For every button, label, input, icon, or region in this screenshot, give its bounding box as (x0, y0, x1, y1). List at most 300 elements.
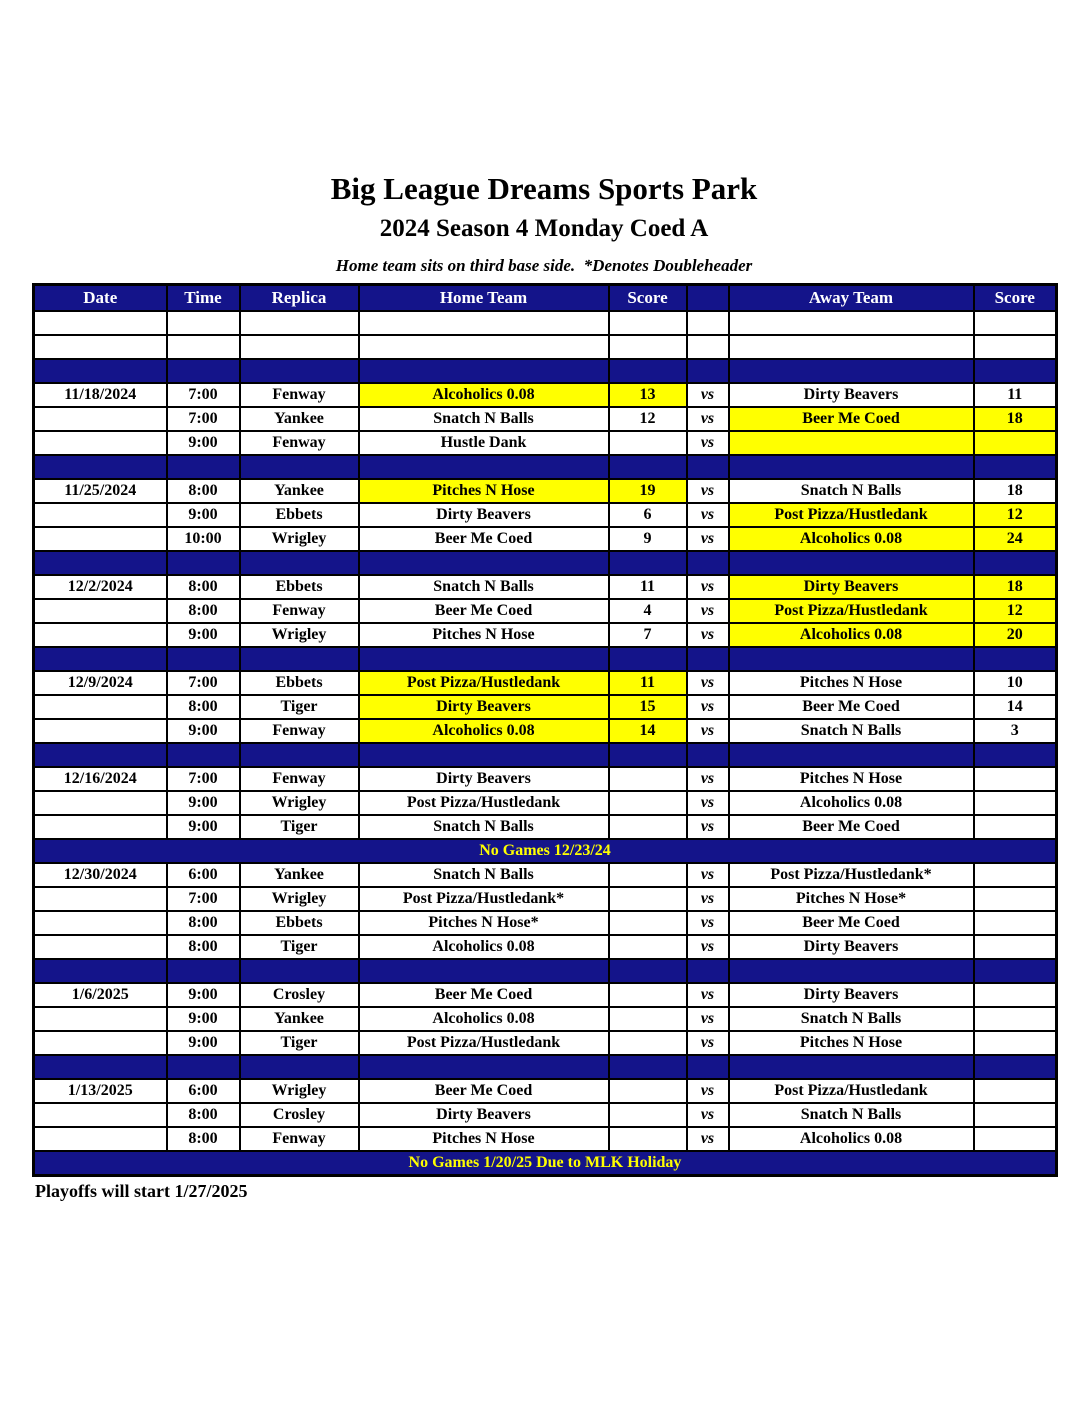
time-cell: 9:00 (167, 623, 240, 647)
game-row (34, 407, 1057, 431)
home-team-cell: Dirty Beavers (359, 695, 609, 719)
time-cell: 6:00 (167, 1079, 240, 1103)
game-row (34, 719, 1057, 743)
schedule-table-body (34, 311, 1057, 1176)
separator-cell (729, 359, 974, 383)
away-score-cell (974, 815, 1057, 839)
away-team-cell: Beer Me Coed (729, 911, 974, 935)
home-team-cell: Post Pizza/Hustledank (359, 791, 609, 815)
home-team-cell: Alcoholics 0.08 (359, 935, 609, 959)
empty-cell (167, 335, 240, 359)
time-cell: 9:00 (167, 983, 240, 1007)
replica-cell: Fenway (240, 599, 359, 623)
vs-cell: vs (687, 767, 729, 791)
home-score-cell (609, 983, 687, 1007)
home-score-cell (609, 935, 687, 959)
away-score-cell: 10 (974, 671, 1057, 695)
separator-cell (167, 551, 240, 575)
separator-cell (240, 647, 359, 671)
separator-cell (359, 359, 609, 383)
home-score-cell: 13 (609, 383, 687, 407)
time-cell: 8:00 (167, 911, 240, 935)
date-cell (34, 527, 167, 551)
separator-cell (34, 647, 167, 671)
separator-cell (974, 959, 1057, 983)
empty-cell (609, 311, 687, 335)
column-header-time: Time (167, 285, 240, 312)
home-score-cell: 11 (609, 575, 687, 599)
separator-cell (974, 455, 1057, 479)
separator-cell (609, 359, 687, 383)
date-cell (34, 815, 167, 839)
notice-cell: No Games 1/20/25 Due to MLK Holiday (34, 1151, 1057, 1176)
away-team-cell (729, 431, 974, 455)
date-cell: 1/13/2025 (34, 1079, 167, 1103)
date-cell (34, 503, 167, 527)
separator-cell (34, 1055, 167, 1079)
date-cell: 12/30/2024 (34, 863, 167, 887)
game-row (34, 1127, 1057, 1151)
vs-cell: vs (687, 935, 729, 959)
time-cell: 8:00 (167, 1127, 240, 1151)
separator-row (34, 959, 1057, 983)
home-score-cell (609, 887, 687, 911)
replica-cell: Fenway (240, 719, 359, 743)
game-row (34, 527, 1057, 551)
separator-row (34, 359, 1057, 383)
replica-cell: Crosley (240, 983, 359, 1007)
separator-cell (609, 551, 687, 575)
vs-cell: vs (687, 407, 729, 431)
away-team-cell: Pitches N Hose (729, 1031, 974, 1055)
vs-cell: vs (687, 599, 729, 623)
empty-cell (359, 311, 609, 335)
game-row (34, 791, 1057, 815)
home-team-cell: Post Pizza/Hustledank (359, 671, 609, 695)
date-cell: 12/9/2024 (34, 671, 167, 695)
home-score-cell (609, 1031, 687, 1055)
home-score-cell (609, 815, 687, 839)
separator-cell (240, 455, 359, 479)
vs-cell: vs (687, 1103, 729, 1127)
away-score-cell (974, 1127, 1057, 1151)
time-cell: 7:00 (167, 767, 240, 791)
replica-cell: Ebbets (240, 575, 359, 599)
home-score-cell: 15 (609, 695, 687, 719)
away-score-cell (974, 1079, 1057, 1103)
date-cell (34, 695, 167, 719)
column-header-home-team: Home Team (359, 285, 609, 312)
home-team-cell: Snatch N Balls (359, 575, 609, 599)
time-cell: 9:00 (167, 1007, 240, 1031)
away-score-cell: 20 (974, 623, 1057, 647)
home-score-cell: 19 (609, 479, 687, 503)
away-team-cell: Alcoholics 0.08 (729, 623, 974, 647)
notice-cell: No Games 12/23/24 (34, 839, 1057, 863)
separator-cell (167, 959, 240, 983)
date-cell (34, 791, 167, 815)
separator-cell (34, 455, 167, 479)
time-cell: 8:00 (167, 575, 240, 599)
game-row (34, 503, 1057, 527)
vs-cell: vs (687, 1007, 729, 1031)
replica-cell: Ebbets (240, 503, 359, 527)
home-score-cell: 11 (609, 671, 687, 695)
home-team-cell: Pitches N Hose* (359, 911, 609, 935)
home-team-cell: Alcoholics 0.08 (359, 719, 609, 743)
home-team-cell: Dirty Beavers (359, 767, 609, 791)
replica-cell: Yankee (240, 407, 359, 431)
separator-cell (34, 959, 167, 983)
game-row (34, 599, 1057, 623)
vs-cell: vs (687, 791, 729, 815)
replica-cell: Wrigley (240, 527, 359, 551)
notice-row (34, 1151, 1057, 1176)
page-subtitle: 2024 Season 4 Monday Coed A (379, 215, 709, 243)
vs-cell: vs (687, 887, 729, 911)
date-cell (34, 623, 167, 647)
empty-row (34, 335, 1057, 359)
replica-cell: Tiger (240, 695, 359, 719)
replica-cell: Wrigley (240, 623, 359, 647)
home-team-cell: Beer Me Coed (359, 599, 609, 623)
replica-cell: Fenway (240, 383, 359, 407)
separator-row (34, 743, 1057, 767)
vs-cell: vs (687, 383, 729, 407)
separator-cell (609, 647, 687, 671)
column-header-away-score: Score (974, 285, 1057, 312)
home-team-cell: Alcoholics 0.08 (359, 1007, 609, 1031)
replica-cell: Tiger (240, 935, 359, 959)
separator-cell (359, 743, 609, 767)
home-score-cell (609, 1079, 687, 1103)
game-row (34, 671, 1057, 695)
away-score-cell (974, 1031, 1057, 1055)
away-team-cell: Dirty Beavers (729, 983, 974, 1007)
replica-cell: Yankee (240, 1007, 359, 1031)
separator-row (34, 551, 1057, 575)
vs-cell: vs (687, 503, 729, 527)
away-team-cell: Beer Me Coed (729, 815, 974, 839)
game-row (34, 767, 1057, 791)
vs-cell: vs (687, 527, 729, 551)
vs-cell: vs (687, 815, 729, 839)
home-score-cell (609, 863, 687, 887)
empty-cell (729, 311, 974, 335)
away-score-cell (974, 863, 1057, 887)
home-score-cell (609, 767, 687, 791)
replica-cell: Wrigley (240, 1079, 359, 1103)
home-score-cell: 14 (609, 719, 687, 743)
separator-cell (974, 647, 1057, 671)
vs-cell: vs (687, 695, 729, 719)
separator-cell (34, 359, 167, 383)
replica-cell: Tiger (240, 815, 359, 839)
empty-cell (687, 311, 729, 335)
footer-note: Playoffs will start 1/27/2025 (35, 1181, 248, 1202)
away-score-cell (974, 983, 1057, 1007)
home-team-cell: Post Pizza/Hustledank* (359, 887, 609, 911)
separator-cell (359, 647, 609, 671)
separator-cell (687, 743, 729, 767)
home-score-cell: 7 (609, 623, 687, 647)
empty-cell (609, 335, 687, 359)
separator-cell (359, 455, 609, 479)
away-team-cell: Dirty Beavers (729, 935, 974, 959)
game-row (34, 1103, 1057, 1127)
separator-cell (729, 743, 974, 767)
replica-cell: Ebbets (240, 671, 359, 695)
away-score-cell (974, 791, 1057, 815)
separator-cell (687, 359, 729, 383)
separator-cell (359, 1055, 609, 1079)
replica-cell: Wrigley (240, 887, 359, 911)
away-score-cell: 18 (974, 479, 1057, 503)
separator-cell (240, 359, 359, 383)
separator-cell (359, 551, 609, 575)
date-cell: 12/2/2024 (34, 575, 167, 599)
time-cell: 9:00 (167, 1031, 240, 1055)
date-cell (34, 599, 167, 623)
separator-cell (167, 743, 240, 767)
game-row (34, 911, 1057, 935)
game-row (34, 1079, 1057, 1103)
date-cell (34, 1127, 167, 1151)
separator-cell (729, 647, 974, 671)
replica-cell: Tiger (240, 1031, 359, 1055)
time-cell: 9:00 (167, 503, 240, 527)
replica-cell: Fenway (240, 767, 359, 791)
away-score-cell (974, 1007, 1057, 1031)
away-score-cell: 18 (974, 575, 1057, 599)
separator-cell (974, 743, 1057, 767)
separator-cell (240, 959, 359, 983)
date-cell (34, 1007, 167, 1031)
away-team-cell: Snatch N Balls (729, 1103, 974, 1127)
home-team-cell: Snatch N Balls (359, 815, 609, 839)
empty-cell (687, 335, 729, 359)
date-cell (34, 719, 167, 743)
home-team-cell: Pitches N Hose (359, 1127, 609, 1151)
separator-cell (687, 455, 729, 479)
home-score-cell: 9 (609, 527, 687, 551)
game-row (34, 935, 1057, 959)
away-team-cell: Post Pizza/Hustledank (729, 1079, 974, 1103)
home-score-cell (609, 1103, 687, 1127)
away-team-cell: Pitches N Hose (729, 767, 974, 791)
time-cell: 8:00 (167, 479, 240, 503)
time-cell: 8:00 (167, 599, 240, 623)
game-row (34, 887, 1057, 911)
away-team-cell: Alcoholics 0.08 (729, 1127, 974, 1151)
date-cell: 11/18/2024 (34, 383, 167, 407)
vs-cell: vs (687, 1031, 729, 1055)
time-cell: 9:00 (167, 431, 240, 455)
empty-cell (729, 335, 974, 359)
away-team-cell: Dirty Beavers (729, 575, 974, 599)
separator-cell (729, 455, 974, 479)
separator-row (34, 647, 1057, 671)
away-team-cell: Pitches N Hose* (729, 887, 974, 911)
separator-cell (729, 551, 974, 575)
home-score-cell (609, 1007, 687, 1031)
home-team-cell: Pitches N Hose (359, 623, 609, 647)
page-title: Big League Dreams Sports Park (330, 171, 758, 206)
home-team-cell: Pitches N Hose (359, 479, 609, 503)
empty-cell (974, 335, 1057, 359)
vs-cell: vs (687, 983, 729, 1007)
away-team-cell: Alcoholics 0.08 (729, 527, 974, 551)
home-team-cell: Alcoholics 0.08 (359, 383, 609, 407)
separator-cell (974, 1055, 1057, 1079)
away-score-cell: 24 (974, 527, 1057, 551)
game-row (34, 695, 1057, 719)
game-row (34, 623, 1057, 647)
away-team-cell: Snatch N Balls (729, 1007, 974, 1031)
empty-cell (167, 311, 240, 335)
date-cell (34, 431, 167, 455)
empty-cell (34, 311, 167, 335)
home-score-cell: 12 (609, 407, 687, 431)
home-team-cell: Beer Me Coed (359, 1079, 609, 1103)
away-team-cell: Pitches N Hose (729, 671, 974, 695)
separator-cell (240, 551, 359, 575)
separator-cell (167, 455, 240, 479)
separator-cell (167, 647, 240, 671)
separator-cell (609, 1055, 687, 1079)
separator-cell (609, 455, 687, 479)
header-note: Home team sits on third base side. *Denotes Doubleheader (335, 256, 753, 276)
column-header-replica: Replica (240, 285, 359, 312)
away-team-cell: Alcoholics 0.08 (729, 791, 974, 815)
separator-row (34, 1055, 1057, 1079)
date-cell: 1/6/2025 (34, 983, 167, 1007)
home-team-cell: Beer Me Coed (359, 983, 609, 1007)
vs-cell: vs (687, 863, 729, 887)
vs-cell: vs (687, 719, 729, 743)
separator-row (34, 455, 1057, 479)
time-cell: 8:00 (167, 1103, 240, 1127)
away-team-cell: Snatch N Balls (729, 479, 974, 503)
away-score-cell: 12 (974, 599, 1057, 623)
home-score-cell (609, 911, 687, 935)
home-team-cell: Dirty Beavers (359, 503, 609, 527)
away-score-cell: 18 (974, 407, 1057, 431)
game-row (34, 815, 1057, 839)
separator-cell (34, 551, 167, 575)
time-cell: 8:00 (167, 695, 240, 719)
replica-cell: Wrigley (240, 791, 359, 815)
away-score-cell: 12 (974, 503, 1057, 527)
game-row (34, 431, 1057, 455)
away-score-cell: 14 (974, 695, 1057, 719)
away-team-cell: Beer Me Coed (729, 695, 974, 719)
vs-cell: vs (687, 911, 729, 935)
away-score-cell (974, 935, 1057, 959)
replica-cell: Crosley (240, 1103, 359, 1127)
game-row (34, 1007, 1057, 1031)
time-cell: 7:00 (167, 407, 240, 431)
time-cell: 9:00 (167, 791, 240, 815)
home-score-cell (609, 1127, 687, 1151)
vs-cell: vs (687, 479, 729, 503)
separator-cell (359, 959, 609, 983)
separator-cell (167, 359, 240, 383)
empty-row (34, 311, 1057, 335)
replica-cell: Fenway (240, 1127, 359, 1151)
time-cell: 9:00 (167, 719, 240, 743)
time-cell: 10:00 (167, 527, 240, 551)
separator-cell (687, 959, 729, 983)
home-score-cell (609, 791, 687, 815)
schedule-table (32, 283, 1058, 1177)
separator-cell (729, 959, 974, 983)
separator-cell (167, 1055, 240, 1079)
column-header-vs-spacer (687, 285, 729, 312)
home-score-cell (609, 431, 687, 455)
separator-cell (34, 743, 167, 767)
empty-cell (34, 335, 167, 359)
away-score-cell (974, 767, 1057, 791)
separator-cell (974, 359, 1057, 383)
replica-cell: Ebbets (240, 911, 359, 935)
home-team-cell: Snatch N Balls (359, 407, 609, 431)
separator-cell (974, 551, 1057, 575)
time-cell: 7:00 (167, 383, 240, 407)
empty-cell (240, 311, 359, 335)
separator-cell (687, 647, 729, 671)
date-cell (34, 911, 167, 935)
game-row (34, 983, 1057, 1007)
empty-cell (359, 335, 609, 359)
vs-cell: vs (687, 431, 729, 455)
separator-cell (609, 959, 687, 983)
column-header-home-score: Score (609, 285, 687, 312)
date-cell (34, 1103, 167, 1127)
away-team-cell: Beer Me Coed (729, 407, 974, 431)
vs-cell: vs (687, 575, 729, 599)
game-row (34, 479, 1057, 503)
column-header-date: Date (34, 285, 167, 312)
date-cell (34, 887, 167, 911)
away-score-cell: 11 (974, 383, 1057, 407)
time-cell: 6:00 (167, 863, 240, 887)
away-team-cell: Dirty Beavers (729, 383, 974, 407)
away-team-cell: Post Pizza/Hustledank (729, 503, 974, 527)
away-score-cell: 3 (974, 719, 1057, 743)
home-team-cell: Snatch N Balls (359, 863, 609, 887)
time-cell: 7:00 (167, 887, 240, 911)
game-row (34, 575, 1057, 599)
vs-cell: vs (687, 671, 729, 695)
replica-cell: Yankee (240, 479, 359, 503)
time-cell: 9:00 (167, 815, 240, 839)
home-team-cell: Hustle Dank (359, 431, 609, 455)
away-score-cell (974, 431, 1057, 455)
away-team-cell: Post Pizza/Hustledank (729, 599, 974, 623)
separator-cell (240, 1055, 359, 1079)
time-cell: 7:00 (167, 671, 240, 695)
separator-cell (687, 551, 729, 575)
date-cell: 12/16/2024 (34, 767, 167, 791)
home-team-cell: Dirty Beavers (359, 1103, 609, 1127)
date-cell: 11/25/2024 (34, 479, 167, 503)
home-score-cell: 6 (609, 503, 687, 527)
home-team-cell: Beer Me Coed (359, 527, 609, 551)
away-score-cell (974, 1103, 1057, 1127)
separator-cell (729, 1055, 974, 1079)
away-score-cell (974, 911, 1057, 935)
